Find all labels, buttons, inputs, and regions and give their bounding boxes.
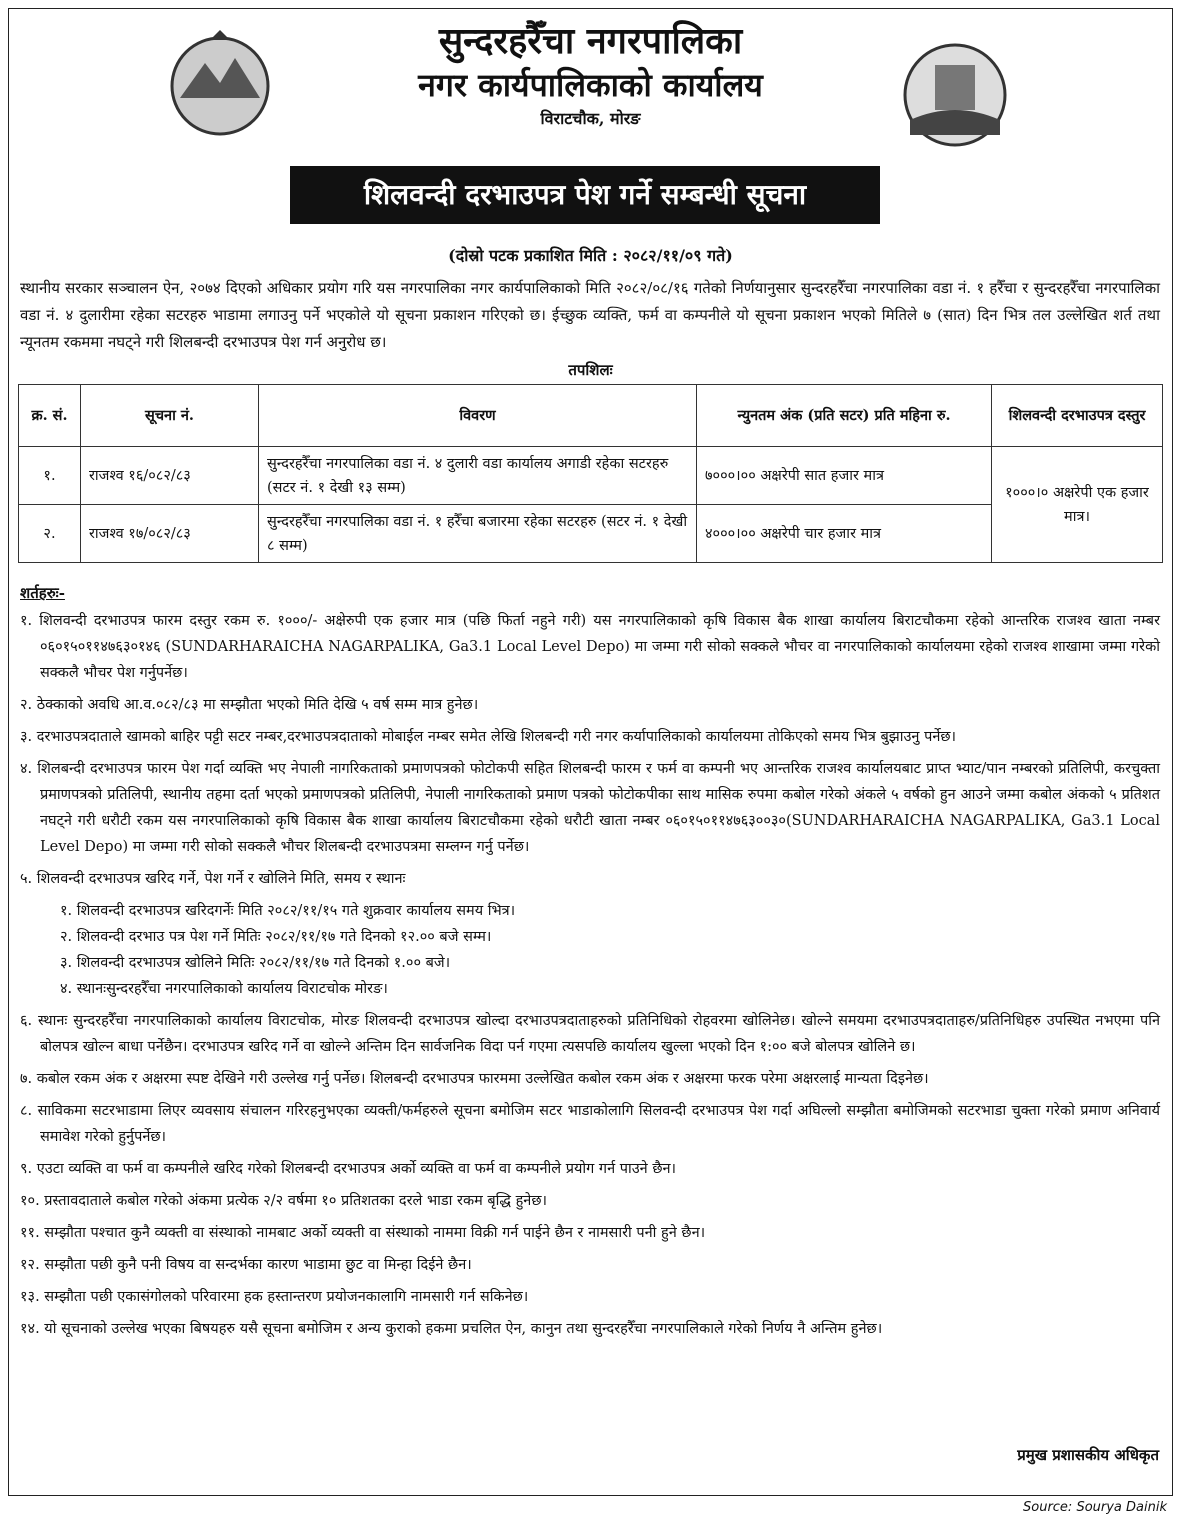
cell-sn: २. xyxy=(19,505,81,563)
cell-description: सुन्दरहरैँचा नगरपालिका वडा नं. १ हरैँचा बजारमा रहेका सटरहरु (सटर नं. १ देखी ८ सम्म) xyxy=(259,505,697,563)
cell-notice-no: राजश्व १७/०८२/८३ xyxy=(81,505,259,563)
signatory: प्रमुख प्रशासकीय अधिकृत xyxy=(1017,1446,1159,1464)
municipality-name: सुन्दरहरैँचा नगरपालिका xyxy=(438,20,743,62)
cell-notice-no: राजश्व १६/०८२/८३ xyxy=(81,447,259,505)
publish-date: (दोस्रो पटक प्रकाशित मिति : २०८२/११/०९ गते) xyxy=(448,246,733,265)
sub-item: २. शिलवन्दी दरभाउ पत्र पेश गर्ने मितिः २०८२/११/१७ गते दिनको १२.०० बजे सम्म। xyxy=(60,929,492,945)
condition-item: १०. प्रस्तावदाताले कबोल गरेको अंकमा प्रत्येक २/२ वर्षमा १० प्रतिशतका दरले भाडा रकम बृद्धि हुनेछ। xyxy=(20,1193,548,1209)
condition-item: १. शिलवन्दी दरभाउपत्र फारम दस्तुर रकम रु. १०००/- अक्षेरुपी एक हजार मात्र (पछि फिर्ता नहुने गरी) यस नगरपालिकाको कृषि विकास बैक शाखा कार्यालय बिराटचौकमा रहेको आन्तरिक राजश्व खाता नम्बर ०६०१५०११४७६३०१४६ (SUNDARHARAICHA NAGARPALIKA, Ga3.1 Local Level Depo) मा जम्मा गरी सोको सक्कले भौचर वा नगरपालिकाको कार्यालयमा रहेको राजश्व शाखामा जम्मा गरेको सक्कलै भौचर पेश गर्नुपर्नेछ। xyxy=(20,613,1160,681)
table-row xyxy=(19,505,1163,563)
condition-item: ६. स्थानः सुन्दरहरैँचा नगरपालिकाको कार्यालय विराटचोक, मोरङ शिलवन्दी दरभाउपत्र खोल्दा दरभाउपत्रदाताहरुको प्रतिनिधिको रोहवरमा खोलिनेछ। खोल्ने समयमा दरभाउपत्रदाताहरु/प्रतिनिधिहरु उपस्थित नभएमा पनि बोलपत्र खोल्न बाधा पर्नेछैन। दरभाउपत्र खरिद गर्ने वा खोल्ने अन्तिम दिन सार्वजनिक विदा पर्न गएमा त्यसपछि कार्यालय खुल्ला भएको दिन १:०० बजे बोलपत्र खोलिने छ। xyxy=(20,1013,1160,1055)
sub-item: ३. शिलवन्दी दरभाउपत्र खोलिने मितिः २०८२/११/१७ गते दिनको १.०० बजे। xyxy=(60,955,451,971)
cell-sn: १. xyxy=(19,447,81,505)
cell-minimum: ४०००।०० अक्षरेपी चार हजार मात्र xyxy=(697,505,992,563)
letterhead xyxy=(0,18,1181,132)
source-credit: Source: Sourya Dainik xyxy=(1023,1500,1167,1515)
condition-item: २. ठेक्काको अवधि आ.व.०८२/८३ मा सम्झौता भएको मिति देखि ५ वर्ष सम्म मात्र हुनेछ। xyxy=(20,697,479,713)
cell-fee: १०००।० अक्षरेपी एक हजार मात्र। xyxy=(992,447,1163,563)
condition-item: ३. दरभाउपत्रदाताले खामको बाहिर पट्टी सटर नम्बर,दरभाउपत्रदाताको मोबाईल नम्बर समेत लेखि शिलबन्दी गरी नगर कर्यापालिकाको कार्यालयमा तोकिएको समय भित्र बुझाउनु पर्नेछ। xyxy=(20,729,957,745)
notice-title: शिलवन्दी दरभाउपत्र पेश गर्ने सम्बन्धी सूचना xyxy=(290,166,880,224)
condition-item: १२. सम्झौता पछी कुनै पनी विषय वा सन्दर्भका कारण भाडामा छुट वा मिन्हा दिईने छैन। xyxy=(20,1257,472,1273)
sub-item: १. शिलवन्दी दरभाउपत्र खरिदगर्नेः मिति २०८२/११/१५ गते शुक्रवार कार्यालय समय भित्र। xyxy=(60,903,516,919)
cell-description: सुन्दरहरैँचा नगरपालिका वडा नं. ४ दुलारी वडा कार्यालय अगाडी रहेका सटरहरु (सटर नं. १ देखी १३ सम्म) xyxy=(259,447,697,505)
condition-item: ८. साविकमा सटरभाडामा लिएर व्यवसाय संचालन गरिरहनुभएका व्यक्ती/फर्महरुले सूचना बमोजिम सटर भाडाकोलागि सिलवन्दी दरभाउपत्र पेश गर्दा अघिल्लो सम्झौता बमोजिमको सटरभाडा चुक्ता गरेको प्रमाण अनिवार्य समावेश गरेको हुर्नुपर्नेछ। xyxy=(20,1103,1160,1145)
table-row xyxy=(19,447,1163,505)
condition-item: ९. एउटा व्यक्ति वा फर्म वा कम्पनीले खरिद गरेको शिलबन्दी दरभाउपत्र अर्को व्यक्ति वा फर्म वा कम्पनीले प्रयोग गर्न पाउने छैन। xyxy=(20,1161,677,1177)
condition-item: १३. सम्झौता पछी एकासंगोलको परिवारमा हक हस्तान्तरण प्रयोजनकालागि नामसारी गर्न सकिनेछ। xyxy=(20,1289,529,1305)
col-description: विवरण xyxy=(259,385,697,447)
intro-paragraph: स्थानीय सरकार सञ्चालन ऐन, २०७४ दिएको अधिकार प्रयोग गरि यस नगरपालिका नगर कार्यपालिकाको मिति २०८२/०८/१६ गतेको निर्णयानुसार सुन्दरहरैँचा नगरपालिका वडा नं. १ हरैँचा र सुन्दरहरैँचा नगरपालिका वडा नं. ४ दुलारीमा रहेका सटरहरु भाडामा लगाउनु पर्ने भएकोले यो सूचना प्रकाशन गरिएको छ। ईच्छुक व्यक्ति, फर्म वा कम्पनीले यो सूचना प्रकाशन भएको मितिले ७ (सात) दिन भित्र तल उल्लेखित शर्त तथा न्यूनतम रकममा नघट्ने गरी शिलबन्दी दरभाउपत्र पेश गर्न अनुरोध छ। xyxy=(20,279,1160,351)
office-address: विराटचौक, मोरङ xyxy=(540,109,641,128)
conditions-section xyxy=(20,580,1160,1348)
office-name: नगर कार्यपालिकाको कार्यालय xyxy=(418,66,763,104)
sub-item: ४. स्थानःसुन्दरहरैँचा नगरपालिकाको कार्यालय विराटचोक मोरङ। xyxy=(60,981,388,997)
condition-item: ७. कबोल रकम अंक र अक्षरमा स्पष्ट देखिने गरी उल्लेख गर्नु पर्नेछ। शिलबन्दी दरभाउपत्र फारममा उल्लेखित कबोल रकम अंक र अक्षरमा फरक परेमा अक्षरलाई मान्यता दिइनेछ। xyxy=(20,1071,929,1087)
col-sn: क्र. सं. xyxy=(19,385,81,447)
col-fee: शिलवन्दी दरभाउपत्र दस्तुर xyxy=(992,385,1163,447)
table-header-row xyxy=(19,385,1163,447)
col-minimum: न्युनतम अंक (प्रति सटर) प्रति महिना रु. xyxy=(697,385,992,447)
cell-minimum: ७०००।०० अक्षरेपी सात हजार मात्र xyxy=(697,447,992,505)
condition-item: ४. शिलबन्दी दरभाउपत्र फारम पेश गर्दा व्यक्ति भए नेपाली नागरिकताको प्रमाणपत्रको फोटोकपी सहित शिलबन्दी फारम र फर्म वा कम्पनी भए आन्तरिक राजश्व कार्यालयबाट प्राप्त भ्याट/पान नम्बरको प्रतिलिपी, करचुक्ता प्रमाणपत्रको प्रतिलिपी, स्थानीय तहमा दर्ता भएको प्रमाणपत्रको प्रतिलिपी, नेपाली नागरिकताको प्रमाण पत्रको फोटोकपीका साथ मासिक रुपमा कबोल गरेको अंकले ५ वर्षको हुन आउने जम्मा कबोल अंकको ५ प्रतिशत नघट्ने गरी धरौटी रकम यस नगरपालिकाको कृषि विकास बैक शाखा कार्यालय बिराटचौकमा रहेको धरौटी खाता नम्बर ०६०१५०११४७६३००३०(SUNDARHARAICHA NAGARPALIKA, Ga3.1 Local Level Depo) मा जम्मा गरी सोको सक्कलै भौचर शिलबन्दी दरभाउपत्रमा सम्लग्न गर्नु पर्नेछ। xyxy=(20,761,1160,855)
shutter-table xyxy=(18,384,1163,563)
schedule-label: तपशिलः xyxy=(568,361,613,379)
conditions-title: शर्तहरुः- xyxy=(20,584,65,602)
col-notice-no: सूचना नं. xyxy=(81,385,259,447)
condition-item: ११. सम्झौता पश्चात कुनै व्यक्ती वा संस्थाको नामबाट अर्को व्यक्ती वा संस्थाको नाममा विक्री गर्न पाईने छैन र नामसारी पनी हुने छैन। xyxy=(20,1225,706,1241)
condition-item: ५. शिलवन्दी दरभाउपत्र खरिद गर्ने, पेश गर्ने र खोलिने मिति, समय र स्थानः xyxy=(20,871,406,887)
condition-item: १४. यो सूचनाको उल्लेख भएका बिषयहरु यसै सूचना बमोजिम र अन्य कुराको हकमा प्रचलित ऐन, कानुन तथा सुन्दरहरैँचा नगरपालिकाले गरेको निर्णय नै अन्तिम हुनेछ। xyxy=(20,1321,883,1337)
